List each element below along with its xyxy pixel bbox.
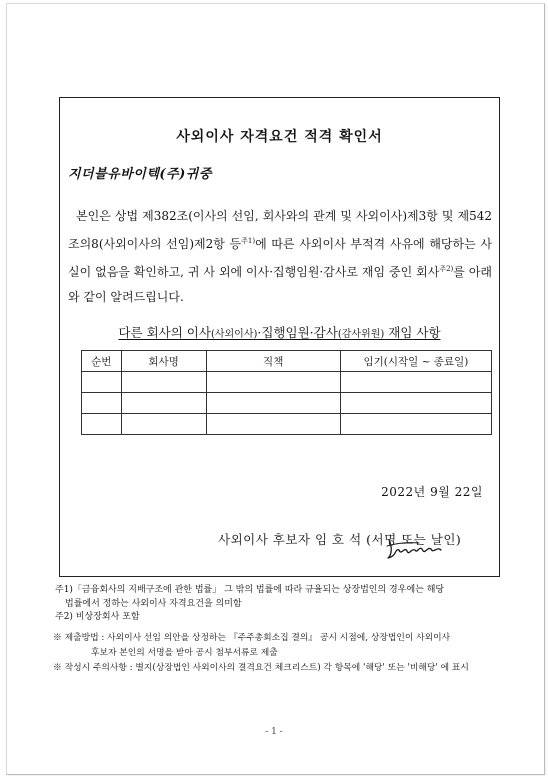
footnote-1: 주1)「금융회사의 지배구조에 관한 법률」 그 밖의 법률에 따라 규율되는 상장법인의 경우에는 해당	[55, 585, 445, 595]
table-cell	[340, 372, 491, 393]
caution-note: ※ 작성시 주의사항 : 별지(상장법인 사외이사의 결격요건 체크리스트) 각 항목에 '해당' 또는 '비해당' 에 표시	[53, 663, 469, 673]
body-part-1: 본인은 상법 제382조(이사의 선임, 회사와의 관계 및 사외이사)제3항 및 제542조의8(사외이사의 선임)제2항 등	[68, 209, 492, 251]
footnote-ref-1: 주1)	[241, 237, 256, 245]
addressee: 지더블유바이텍(주)귀중	[68, 167, 212, 182]
footnote-ref-2: 주2)	[439, 265, 454, 273]
table-cell	[206, 372, 340, 393]
table-cell	[121, 372, 206, 393]
confirmation-form	[59, 97, 500, 577]
table-row	[82, 414, 492, 435]
section-title-part3: 재임 사항	[384, 325, 441, 340]
table-header-row	[82, 351, 492, 372]
section-title-part2: ·집행임원·감사	[257, 325, 338, 340]
body-part-2: 에 따른 사외이사 부적격 사유에 해당하는 사실이 없음을 확인하고, 귀 사 외에 이사·집행임원·감사로 재임 중인 회사	[68, 237, 492, 279]
header-company: 회사명	[121, 351, 206, 372]
section-title-part1: 다른 회사의 이사	[118, 325, 211, 340]
table-cell	[206, 393, 340, 414]
document-title: 사외이사 자격요건 적격 확인서	[176, 129, 383, 145]
footnote-2: 주2) 비상장회사 포함	[55, 612, 140, 622]
table-cell	[121, 393, 206, 414]
table-cell	[340, 393, 491, 414]
submission-notes	[53, 631, 523, 676]
handwritten-signature	[385, 534, 445, 562]
footnote-1-cont: 법률에서 정하는 사외이사 자격요건을 의미함	[65, 598, 242, 609]
table-row	[82, 393, 492, 414]
submit-method-note-cont: 후보자 본인의 서명을 받아 공시 첨부서류로 제출	[91, 648, 278, 658]
header-no: 순번	[82, 351, 122, 372]
submit-method-note: ※ 제출방법 : 사외이사 선임 의안을 상정하는 『주주총회소집 결의』 공시 시점에, 상장법인이 사외이사	[53, 633, 451, 643]
footnotes	[55, 584, 515, 625]
positions-table	[81, 350, 492, 435]
table-cell	[121, 414, 206, 435]
header-position: 직책	[206, 351, 340, 372]
section-title	[60, 323, 499, 341]
header-term: 임기(시작일 ~ 종료일)	[340, 351, 491, 372]
table-cell	[206, 414, 340, 435]
table-cell	[82, 393, 122, 414]
signer-line: 사외이사 후보자 임 호 석 (서명 또는 날인)	[218, 532, 462, 547]
date-line: 2022년 9월 22일	[381, 485, 483, 499]
body-part-3: 를 아래와 같이 알려드립니다.	[68, 265, 492, 304]
table-cell	[82, 372, 122, 393]
section-title-small2: (감사위원)	[337, 329, 385, 340]
page-number: - 1 -	[265, 727, 283, 737]
table-cell	[82, 414, 122, 435]
table-row	[82, 372, 492, 393]
body-paragraph	[68, 204, 492, 310]
section-title-small1: (사외이사)	[210, 329, 258, 340]
table-cell	[340, 414, 491, 435]
